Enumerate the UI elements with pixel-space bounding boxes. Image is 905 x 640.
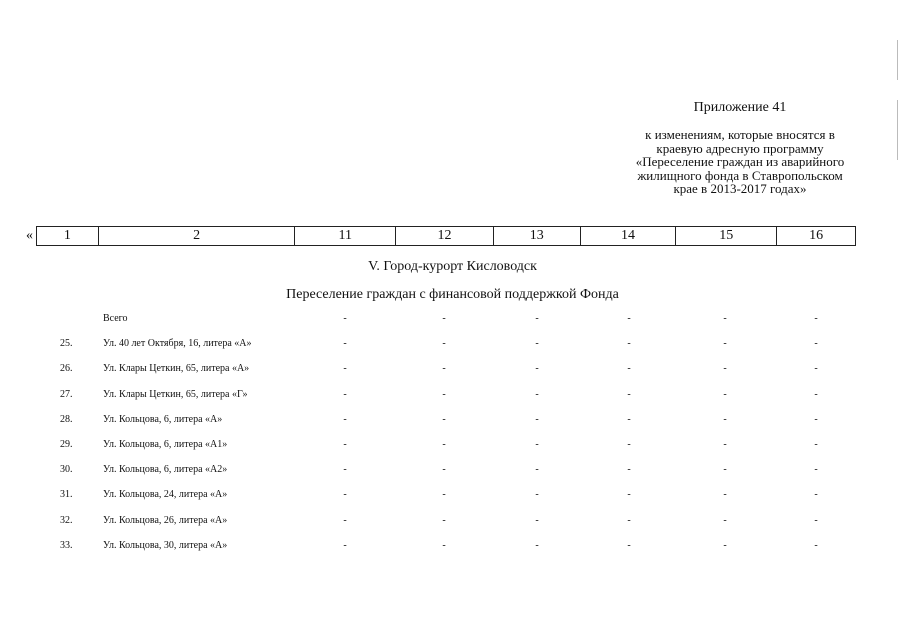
row-number: 30.: [60, 464, 73, 476]
row-value: -: [535, 413, 539, 425]
appendix-block: [610, 100, 870, 196]
row-value: -: [535, 313, 539, 324]
row-value: -: [535, 489, 539, 501]
row-value: -: [814, 438, 818, 450]
row-value: -: [343, 363, 347, 375]
row-value: -: [814, 489, 818, 501]
row-value: -: [814, 363, 818, 375]
row-value: -: [343, 338, 347, 350]
row-value: -: [814, 388, 818, 400]
row-value: -: [442, 413, 446, 425]
section-title: V. Город-курорт Кисловодск: [368, 259, 537, 274]
row-value: -: [442, 514, 446, 526]
row-value: -: [442, 363, 446, 375]
row-address: Ул. Кольцова, 6, литера «А1»: [103, 438, 228, 450]
appendix-line: к изменениям, которые вносятся в: [645, 127, 835, 142]
row-value: -: [343, 313, 347, 324]
row-value: -: [627, 363, 631, 375]
row-value: -: [627, 338, 631, 350]
row-value: -: [723, 338, 727, 350]
row-value: -: [627, 313, 631, 324]
row-number: 28.: [60, 413, 73, 425]
appendix-line: крае в 2013-2017 годах»: [673, 181, 807, 196]
row-value: -: [343, 539, 347, 551]
row-address: Всего: [103, 313, 128, 324]
column-number-cell: 13: [494, 227, 581, 245]
row-value: -: [723, 464, 727, 476]
row-value: -: [723, 539, 727, 551]
row-value: -: [814, 313, 818, 324]
row-value: -: [723, 489, 727, 501]
row-value: -: [442, 313, 446, 324]
row-value: -: [723, 363, 727, 375]
table-row: [0, 435, 905, 460]
table-row: [0, 536, 905, 561]
opening-quote: «: [26, 228, 33, 243]
row-number: 25.: [60, 338, 73, 350]
row-value: -: [723, 413, 727, 425]
row-value: -: [814, 413, 818, 425]
row-value: -: [343, 413, 347, 425]
column-number-cell: 12: [396, 227, 494, 245]
row-number: 33.: [60, 539, 73, 551]
row-value: -: [343, 464, 347, 476]
table-row: [0, 359, 905, 384]
row-value: -: [343, 438, 347, 450]
row-value: -: [442, 539, 446, 551]
row-value: -: [723, 438, 727, 450]
row-address: Ул. Клары Цеткин, 65, литера «А»: [103, 363, 250, 375]
row-value: -: [343, 388, 347, 400]
row-number: 29.: [60, 438, 73, 450]
row-value: -: [343, 489, 347, 501]
section-subtitle: Переселение граждан с финансовой поддержкой Фонда: [286, 287, 619, 302]
appendix-title: Приложение 41: [693, 100, 787, 115]
row-value: -: [442, 489, 446, 501]
row-address: Ул. 40 лет Октября, 16, литера «А»: [103, 338, 252, 350]
column-number-cell: 1: [37, 227, 99, 245]
row-value: -: [814, 338, 818, 350]
row-value: -: [627, 388, 631, 400]
row-value: -: [343, 514, 347, 526]
column-number-cell: 11: [295, 227, 396, 245]
resettlement-table-body: [0, 309, 905, 561]
row-address: Ул. Кольцова, 26, литера «А»: [103, 514, 228, 526]
row-value: -: [627, 539, 631, 551]
table-row: [0, 309, 905, 334]
row-address: Ул. Клары Цеткин, 65, литера «Г»: [103, 388, 248, 400]
table-row: [0, 460, 905, 485]
row-value: -: [535, 338, 539, 350]
row-address: Ул. Кольцова, 6, литера «А»: [103, 413, 223, 425]
row-value: -: [535, 514, 539, 526]
row-number: 27.: [60, 388, 73, 400]
row-number: 31.: [60, 489, 73, 501]
column-number-cell: 14: [581, 227, 677, 245]
appendix-line: краевую адресную программу: [656, 140, 824, 156]
table-row: [0, 511, 905, 536]
row-value: -: [627, 464, 631, 476]
table-row: [0, 410, 905, 435]
column-number-header: [36, 226, 856, 246]
scan-edge-mark: [897, 100, 898, 160]
row-value: -: [627, 413, 631, 425]
table-row: [0, 334, 905, 359]
row-value: -: [723, 388, 727, 400]
row-value: -: [627, 489, 631, 501]
appendix-line: «Переселение граждан из аварийного: [635, 154, 845, 169]
row-value: -: [535, 464, 539, 476]
appendix-caption: [610, 128, 870, 196]
row-value: -: [442, 338, 446, 350]
table-row: [0, 485, 905, 510]
row-value: -: [442, 438, 446, 450]
row-value: -: [442, 388, 446, 400]
table-row: [0, 385, 905, 410]
appendix-line: жилищного фонда в Ставропольском: [637, 167, 843, 183]
row-value: -: [814, 539, 818, 551]
row-number: 32.: [60, 514, 73, 526]
row-value: -: [723, 514, 727, 526]
column-number-cell: 16: [809, 228, 824, 243]
row-address: Ул. Кольцова, 6, литера «А2»: [103, 464, 228, 476]
row-value: -: [627, 514, 631, 526]
column-number-cell: 2: [99, 227, 296, 245]
column-number-cell: 15: [676, 227, 777, 245]
row-address: Ул. Кольцова, 24, литера «А»: [103, 489, 228, 501]
row-address: Ул. Кольцова, 30, литера «А»: [103, 539, 228, 551]
row-value: -: [723, 313, 727, 324]
row-value: -: [627, 438, 631, 450]
row-value: -: [442, 464, 446, 476]
row-value: -: [814, 514, 818, 526]
row-value: -: [814, 464, 818, 476]
scan-edge-mark: [897, 40, 898, 80]
row-value: -: [535, 388, 539, 400]
row-value: -: [535, 438, 539, 450]
row-number: 26.: [60, 363, 73, 375]
row-value: -: [535, 539, 539, 551]
row-value: -: [535, 363, 539, 375]
